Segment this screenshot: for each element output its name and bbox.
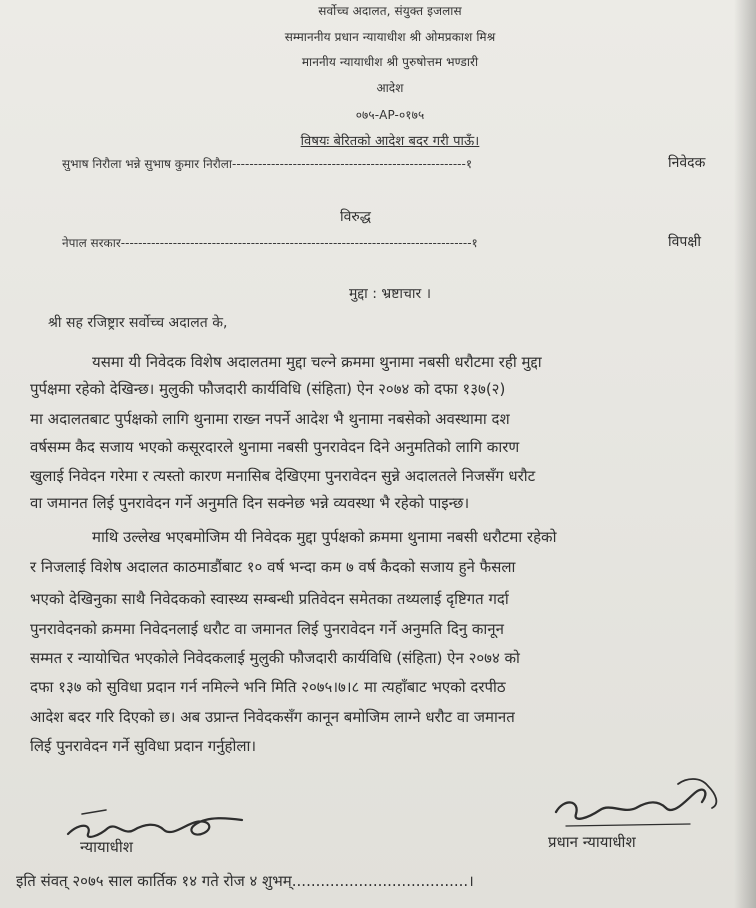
paragraph1-line5: खुलाई निवेदन गरेमा र त्यस्तो कारण मनासिब देखिएमा पुनरावेदन सुन्ने अदालतले निजसँग धरौट xyxy=(30,467,536,485)
addressee-line: श्री सह रजिष्ट्रार सर्वोच्च अदालत के, xyxy=(48,315,228,331)
respondent-role: विपक्षी xyxy=(668,234,702,250)
paragraph2-line7: आदेश बदर गरि दिएको छ। अब उप्रान्त निवेदकसँग कानून बमोजिम लाग्ने धरौट वा जमानत xyxy=(30,708,515,726)
paragraph2-line4: पुनरावेदनको क्रममा निवेदनलाई धरौट वा जमानत लिई पुनरावेदन गर्ने अनुमति दिनु कानून xyxy=(30,620,504,638)
court-name: सर्वोच्च अदालत, संयुक्त इजलास xyxy=(318,4,462,18)
closing-footer: इति संवत् २०७५ साल कार्तिक १४ गते रोज ४ शुभम्.....................................। xyxy=(16,872,474,890)
case-type: मुद्दा : भ्रष्टाचार । xyxy=(348,286,432,302)
versus-label: विरुद्ध xyxy=(340,209,371,225)
left-signature-title: न्यायाधीश xyxy=(80,838,133,856)
respondent-line: नेपाल सरकार---------------------------------------------------------------------------------१ xyxy=(62,236,478,250)
paragraph1-line4: वर्षसम्म कैद सजाय भएको कसूरदारले थुनामा नबसी पुनरावेदन दिने अनुमतिको लागि कारण xyxy=(30,438,520,456)
chief-justice-name: सम्माननीय प्रधान न्यायाधीश श्री ओमप्रकाश मिश्र xyxy=(284,30,496,44)
order-subject: विषयः बेरितको आदेश बदर गरी पाऊँ। xyxy=(300,134,480,149)
order-title: आदेश xyxy=(376,81,404,95)
justice-name: माननीय न्यायाधीश श्री पुरुषोत्तम भण्डारी xyxy=(301,55,479,69)
paragraph2-line1: माथि उल्लेख भएबमोजिम यी निवेदक मुद्दा पुर्पक्षको क्रममा थुनामा नबसी धरौटमा रहेको xyxy=(92,528,557,546)
paragraph2-line6: दफा १३७ को सुविधा प्रदान गर्न नमिल्ने भनि मिति २०७५।७।८ मा त्यहाँबाट भएको दरपीठ xyxy=(30,678,506,696)
paragraph2-line5: सम्मत र न्यायोचित भएकोले निवेदकलाई मुलुकी फौजदारी कार्यविधि (संहिता) ऐन २०७४ को xyxy=(30,649,520,667)
right-signature xyxy=(546,774,726,834)
paragraph2-line3: भएको देखिनुका साथै निवेदकको स्वास्थ्य सम्बन्धी प्रतिवेदन समेतका तथ्यलाई दृष्टिगत गर्दा xyxy=(30,590,509,608)
paragraph1-line2: पुर्पक्षमा रहेको देखिन्छ। मुलुकी फौजदारी कार्यविधि (संहिता) ऐन २०७४ को दफा १३७(२) xyxy=(30,380,506,398)
paragraph1-line1: यसमा यी निवेदक विशेष अदालतमा मुद्दा चल्ने क्रममा थुनामा नबसी धरौटमा रही मुद्दा xyxy=(92,353,542,371)
paragraph1-line6: वा जमानत लिई पुनरावेदन गर्ने अनुमति दिन सक्नेछ भन्ने व्यवस्था भै रहेको पाइन्छ। xyxy=(30,494,470,512)
petitioner-line: सुभाष निरौला भन्ने सुभाष कुमार निरौला------------------------------------------------------१ xyxy=(62,157,473,171)
case-number: ०७५-AP-०१७५ xyxy=(355,108,425,122)
paragraph2-line2: र निजलाई विशेष अदालत काठमाडौंबाट १० वर्ष भन्दा कम ७ वर्ष कैदको सजाय हुने फैसला xyxy=(30,558,516,576)
paragraph1-line3: मा अदालतबाट पुर्पक्षको लागि थुनामा राख्न नपर्ने आदेश भै थुनामा नबसेको अवस्थामा दश xyxy=(30,410,510,428)
petitioner-role: निवेदक xyxy=(668,155,706,171)
right-signature-title: प्रधान न्यायाधीश xyxy=(548,833,636,851)
paragraph2-line8: लिई पुनरावेदन गर्ने सुविधा प्रदान गर्नुहोला। xyxy=(30,737,257,755)
